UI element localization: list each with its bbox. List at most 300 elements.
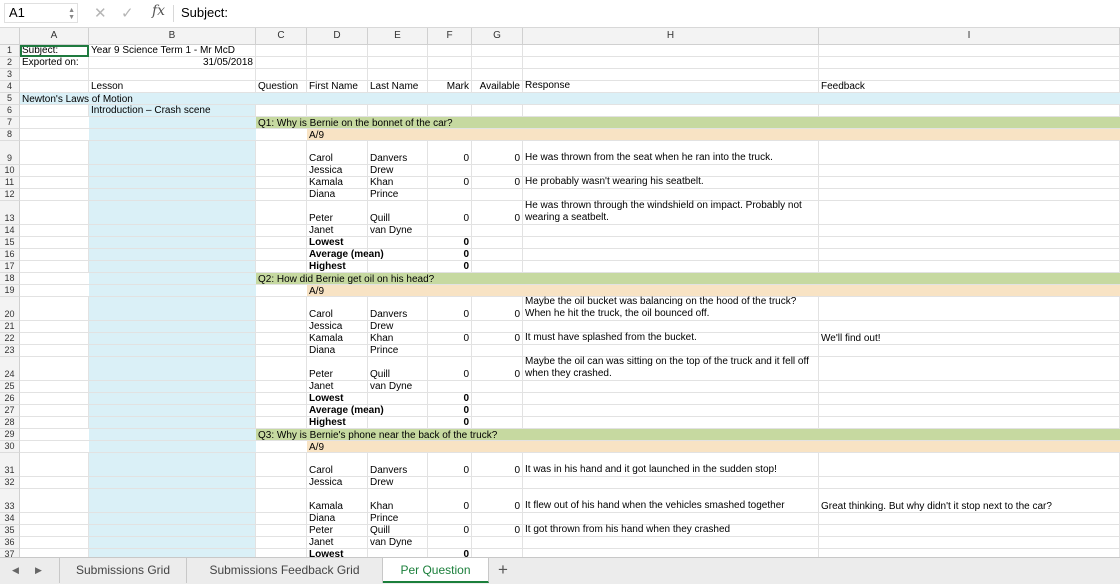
cell-f12[interactable] xyxy=(428,189,472,201)
column-header-i[interactable]: I xyxy=(819,28,1120,44)
cell-a35[interactable] xyxy=(20,525,89,537)
cell-c17[interactable] xyxy=(256,261,307,273)
column-header-d[interactable]: D xyxy=(307,28,368,44)
cell-c19[interactable] xyxy=(256,285,307,297)
cell-a22[interactable] xyxy=(20,333,89,345)
column-header-g[interactable]: G xyxy=(472,28,523,44)
cell-f30[interactable] xyxy=(428,441,472,453)
cell-c14[interactable] xyxy=(256,225,307,237)
cell-i12[interactable] xyxy=(819,189,1120,201)
cell-f23[interactable] xyxy=(428,345,472,357)
cell-d24[interactable]: Peter xyxy=(307,357,368,381)
cell-d33[interactable]: Kamala xyxy=(307,489,368,513)
cell-b3[interactable] xyxy=(89,69,256,81)
cell-c33[interactable] xyxy=(256,489,307,513)
cell-h5[interactable] xyxy=(523,93,819,105)
cell-g27[interactable] xyxy=(472,405,523,417)
row-header[interactable]: 26 xyxy=(0,393,20,405)
cell-i7[interactable] xyxy=(819,117,1120,129)
cell-h28[interactable] xyxy=(523,417,819,429)
cell-h26[interactable] xyxy=(523,393,819,405)
cell-a18[interactable] xyxy=(20,273,89,285)
name-box-up-icon[interactable]: ▲ xyxy=(68,7,75,14)
cell-c31[interactable] xyxy=(256,453,307,477)
cell-c28[interactable] xyxy=(256,417,307,429)
cell-a6[interactable] xyxy=(20,105,89,117)
cell-c22[interactable] xyxy=(256,333,307,345)
cell-h35[interactable]: It got thrown from his hand when they crashed xyxy=(523,525,819,537)
cell-i24[interactable] xyxy=(819,357,1120,381)
cell-d16[interactable]: Average (mean) xyxy=(309,249,384,260)
row-header[interactable]: 18 xyxy=(0,273,20,285)
cell-h20[interactable]: Maybe the oil bucket was balancing on the hood of the truck? When he hit the truck, the oil bounced off. xyxy=(523,297,819,321)
cell-i33[interactable]: Great thinking. But why didn't it stop next to the car? xyxy=(819,489,1120,513)
cell-c11[interactable] xyxy=(256,177,307,189)
cell-a29[interactable] xyxy=(20,429,89,441)
row-header[interactable]: 34 xyxy=(0,513,20,525)
cell-e16[interactable] xyxy=(368,249,428,261)
cell-e19[interactable] xyxy=(368,285,428,297)
cell-a17[interactable] xyxy=(20,261,89,273)
column-header-a[interactable]: A xyxy=(20,28,89,44)
cell-c4[interactable]: Question xyxy=(256,81,307,93)
cell-f24[interactable]: 0 xyxy=(428,357,472,381)
cell-i25[interactable] xyxy=(819,381,1120,393)
cell-e24[interactable]: Quill xyxy=(368,357,428,381)
cell-b14[interactable] xyxy=(89,225,256,237)
select-all-corner[interactable] xyxy=(0,28,20,44)
name-box[interactable] xyxy=(4,3,78,23)
cell-f3[interactable] xyxy=(428,69,472,81)
cell-i22[interactable]: We'll find out! xyxy=(819,333,1120,345)
cell-d9[interactable]: Carol xyxy=(307,141,368,165)
row-header[interactable]: 4 xyxy=(0,81,20,93)
cell-b10[interactable] xyxy=(89,165,256,177)
cell-b2[interactable]: 31/05/2018 xyxy=(89,57,256,69)
cell-h15[interactable] xyxy=(523,237,819,249)
row-header[interactable]: 31 xyxy=(0,453,20,477)
row-header[interactable]: 33 xyxy=(0,489,20,513)
cell-d6[interactable] xyxy=(307,105,368,117)
cell-h17[interactable] xyxy=(523,261,819,273)
column-header-c[interactable]: C xyxy=(256,28,307,44)
cell-e17[interactable] xyxy=(368,261,428,273)
column-header-h[interactable]: H xyxy=(523,28,819,44)
cell-e6[interactable] xyxy=(368,105,428,117)
cell-a3[interactable] xyxy=(20,69,89,81)
cell-h37[interactable] xyxy=(523,549,819,557)
cell-b11[interactable] xyxy=(89,177,256,189)
cell-g36[interactable] xyxy=(472,537,523,549)
cell-b21[interactable] xyxy=(89,321,256,333)
cell-a16[interactable] xyxy=(20,249,89,261)
cell-g4[interactable]: Available xyxy=(472,81,523,93)
cell-i32[interactable] xyxy=(819,477,1120,489)
row-header[interactable]: 25 xyxy=(0,381,20,393)
name-box-down-icon[interactable]: ▼ xyxy=(68,14,75,21)
cell-c15[interactable] xyxy=(256,237,307,249)
cell-f15[interactable]: 0 xyxy=(428,237,472,249)
cell-d17[interactable]: Highest xyxy=(307,261,368,273)
cell-e34[interactable]: Prince xyxy=(368,513,428,525)
cell-f16[interactable]: 0 xyxy=(428,249,472,261)
cell-i5[interactable] xyxy=(819,93,1120,105)
cell-b25[interactable] xyxy=(89,381,256,393)
cell-b13[interactable] xyxy=(89,201,256,225)
cell-g16[interactable] xyxy=(472,249,523,261)
cell-g33[interactable]: 0 xyxy=(472,489,523,513)
cell-b19[interactable] xyxy=(89,285,256,297)
cell-g28[interactable] xyxy=(472,417,523,429)
cell-i23[interactable] xyxy=(819,345,1120,357)
cell-b8[interactable] xyxy=(89,129,256,141)
cell-b32[interactable] xyxy=(89,477,256,489)
cell-a24[interactable] xyxy=(20,357,89,381)
cell-i14[interactable] xyxy=(819,225,1120,237)
tab-per-question[interactable]: Per Question xyxy=(383,558,489,583)
cell-c9[interactable] xyxy=(256,141,307,165)
cell-h36[interactable] xyxy=(523,537,819,549)
row-header[interactable]: 30 xyxy=(0,441,20,453)
cell-i28[interactable] xyxy=(819,417,1120,429)
cell-a28[interactable] xyxy=(20,417,89,429)
cell-f6[interactable] xyxy=(428,105,472,117)
cell-g32[interactable] xyxy=(472,477,523,489)
cell-b6[interactable]: Introduction – Crash scene xyxy=(89,105,256,117)
cell-a4[interactable] xyxy=(20,81,89,93)
cell-e27[interactable] xyxy=(368,405,428,417)
cell-g30[interactable] xyxy=(472,441,523,453)
row-header[interactable]: 2 xyxy=(0,57,20,69)
cell-h13[interactable]: He was thrown through the windshield on impact. Probably not wearing a seatbelt. xyxy=(523,201,819,225)
cell-a13[interactable] xyxy=(20,201,89,225)
cell-h22[interactable]: It must have splashed from the bucket. xyxy=(523,333,819,345)
column-header-f[interactable]: F xyxy=(428,28,472,44)
cell-i13[interactable] xyxy=(819,201,1120,225)
formula-input[interactable]: Subject: xyxy=(181,5,228,20)
cell-f33[interactable]: 0 xyxy=(428,489,472,513)
cell-d28[interactable]: Highest xyxy=(307,417,368,429)
cell-h2[interactable] xyxy=(523,57,819,69)
cell-i31[interactable] xyxy=(819,453,1120,477)
cell-b28[interactable] xyxy=(89,417,256,429)
cell-h24[interactable]: Maybe the oil can was sitting on the top of the truck and it fell off when they crashed. xyxy=(523,357,819,381)
cell-f31[interactable]: 0 xyxy=(428,453,472,477)
cell-f21[interactable] xyxy=(428,321,472,333)
cell-g21[interactable] xyxy=(472,321,523,333)
cell-g2[interactable] xyxy=(472,57,523,69)
cell-i29[interactable] xyxy=(819,429,1120,441)
cell-e35[interactable]: Quill xyxy=(368,525,428,537)
cell-f13[interactable]: 0 xyxy=(428,201,472,225)
cell-f22[interactable]: 0 xyxy=(428,333,472,345)
cell-e3[interactable] xyxy=(368,69,428,81)
row-header[interactable]: 10 xyxy=(0,165,20,177)
confirm-icon[interactable]: ✓ xyxy=(121,5,134,22)
cell-a14[interactable] xyxy=(20,225,89,237)
cell-a8[interactable] xyxy=(20,129,89,141)
cell-b23[interactable] xyxy=(89,345,256,357)
cell-e2[interactable] xyxy=(368,57,428,69)
cell-h31[interactable]: It was in his hand and it got launched in the sudden stop! xyxy=(523,453,819,477)
cell-a34[interactable] xyxy=(20,513,89,525)
cell-c5[interactable] xyxy=(256,93,307,105)
cell-d26[interactable]: Lowest xyxy=(307,393,368,405)
row-header[interactable]: 17 xyxy=(0,261,20,273)
row-header[interactable]: 20 xyxy=(0,297,20,321)
cell-a23[interactable] xyxy=(20,345,89,357)
cell-b9[interactable] xyxy=(89,141,256,165)
row-header[interactable]: 23 xyxy=(0,345,20,357)
cell-f20[interactable]: 0 xyxy=(428,297,472,321)
cell-c30[interactable] xyxy=(256,441,307,453)
cell-f8[interactable] xyxy=(428,129,472,141)
cell-b17[interactable] xyxy=(89,261,256,273)
cell-i35[interactable] xyxy=(819,525,1120,537)
cell-e28[interactable] xyxy=(368,417,428,429)
cell-g7[interactable] xyxy=(472,117,523,129)
cell-a31[interactable] xyxy=(20,453,89,477)
cell-i18[interactable] xyxy=(819,273,1120,285)
cell-g24[interactable]: 0 xyxy=(472,357,523,381)
cell-c36[interactable] xyxy=(256,537,307,549)
cell-g23[interactable] xyxy=(472,345,523,357)
cell-e13[interactable]: Quill xyxy=(368,201,428,225)
cell-c2[interactable] xyxy=(256,57,307,69)
cell-h25[interactable] xyxy=(523,381,819,393)
cell-g17[interactable] xyxy=(472,261,523,273)
cell-d1[interactable] xyxy=(307,45,368,57)
cell-d31[interactable]: Carol xyxy=(307,453,368,477)
cell-b1[interactable]: Year 9 Science Term 1 - Mr McD xyxy=(89,45,256,57)
cell-d22[interactable]: Kamala xyxy=(307,333,368,345)
cell-e23[interactable]: Prince xyxy=(368,345,428,357)
cell-f5[interactable] xyxy=(428,93,472,105)
cell-g13[interactable]: 0 xyxy=(472,201,523,225)
cell-f26[interactable]: 0 xyxy=(428,393,472,405)
cell-i4[interactable]: Feedback xyxy=(819,81,1120,93)
cell-d10[interactable]: Jessica xyxy=(307,165,368,177)
row-header[interactable]: 14 xyxy=(0,225,20,237)
cell-i11[interactable] xyxy=(819,177,1120,189)
cell-i10[interactable] xyxy=(819,165,1120,177)
tab-next-icon[interactable]: ▶ xyxy=(35,565,42,575)
cell-f11[interactable]: 0 xyxy=(428,177,472,189)
cell-a9[interactable] xyxy=(20,141,89,165)
cell-g3[interactable] xyxy=(472,69,523,81)
cell-c21[interactable] xyxy=(256,321,307,333)
cell-g31[interactable]: 0 xyxy=(472,453,523,477)
column-header-e[interactable]: E xyxy=(368,28,428,44)
cell-a37[interactable] xyxy=(20,549,89,557)
cell-g19[interactable] xyxy=(472,285,523,297)
cell-c23[interactable] xyxy=(256,345,307,357)
cell-h1[interactable] xyxy=(523,45,819,57)
cell-i8[interactable] xyxy=(819,129,1120,141)
cell-c10[interactable] xyxy=(256,165,307,177)
cell-f1[interactable] xyxy=(428,45,472,57)
cell-g8[interactable] xyxy=(472,129,523,141)
cell-f14[interactable] xyxy=(428,225,472,237)
cell-f10[interactable] xyxy=(428,165,472,177)
cell-h8[interactable] xyxy=(523,129,819,141)
cell-i20[interactable] xyxy=(819,297,1120,321)
cell-c34[interactable] xyxy=(256,513,307,525)
cell-c8[interactable] xyxy=(256,129,307,141)
cell-f28[interactable]: 0 xyxy=(428,417,472,429)
cell-i17[interactable] xyxy=(819,261,1120,273)
row-header[interactable]: 3 xyxy=(0,69,20,81)
cell-b20[interactable] xyxy=(89,297,256,321)
cell-c1[interactable] xyxy=(256,45,307,57)
cell-h18[interactable] xyxy=(523,273,819,285)
cell-h27[interactable] xyxy=(523,405,819,417)
cell-g35[interactable]: 0 xyxy=(472,525,523,537)
cell-d27[interactable]: Average (mean) xyxy=(309,405,384,416)
cell-h30[interactable] xyxy=(523,441,819,453)
cell-g37[interactable] xyxy=(472,549,523,557)
cell-h29[interactable] xyxy=(523,429,819,441)
cell-e8[interactable] xyxy=(368,129,428,141)
cell-g15[interactable] xyxy=(472,237,523,249)
cell-f17[interactable]: 0 xyxy=(428,261,472,273)
cell-d20[interactable]: Carol xyxy=(307,297,368,321)
row-header[interactable]: 5 xyxy=(0,93,20,105)
cell-e37[interactable] xyxy=(368,549,428,557)
cell-c3[interactable] xyxy=(256,69,307,81)
cell-i37[interactable] xyxy=(819,549,1120,557)
cell-h16[interactable] xyxy=(523,249,819,261)
cell-g26[interactable] xyxy=(472,393,523,405)
cell-f32[interactable] xyxy=(428,477,472,489)
cell-b12[interactable] xyxy=(89,189,256,201)
cell-g25[interactable] xyxy=(472,381,523,393)
cell-f18[interactable] xyxy=(428,273,472,285)
cell-c27[interactable] xyxy=(256,405,307,417)
cell-d3[interactable] xyxy=(307,69,368,81)
cell-a25[interactable] xyxy=(20,381,89,393)
cell-a27[interactable] xyxy=(20,405,89,417)
row-header[interactable]: 13 xyxy=(0,201,20,225)
cell-e4[interactable]: Last Name xyxy=(368,81,428,93)
cell-d23[interactable]: Diana xyxy=(307,345,368,357)
cell-e20[interactable]: Danvers xyxy=(368,297,428,321)
row-header[interactable]: 6 xyxy=(0,105,20,117)
cell-g11[interactable]: 0 xyxy=(472,177,523,189)
cell-c12[interactable] xyxy=(256,189,307,201)
cell-b18[interactable] xyxy=(89,273,256,285)
cell-f34[interactable] xyxy=(428,513,472,525)
cell-d25[interactable]: Janet xyxy=(307,381,368,393)
cell-i19[interactable] xyxy=(819,285,1120,297)
row-header[interactable]: 28 xyxy=(0,417,20,429)
cell-g34[interactable] xyxy=(472,513,523,525)
cell-f27[interactable]: 0 xyxy=(428,405,472,417)
cell-c25[interactable] xyxy=(256,381,307,393)
cell-h14[interactable] xyxy=(523,225,819,237)
cell-b16[interactable] xyxy=(89,249,256,261)
cell-c6[interactable] xyxy=(256,105,307,117)
cell-i30[interactable] xyxy=(819,441,1120,453)
cell-c24[interactable] xyxy=(256,357,307,381)
cell-i36[interactable] xyxy=(819,537,1120,549)
cell-c16[interactable] xyxy=(256,249,307,261)
cancel-icon[interactable]: ✕ xyxy=(94,5,107,22)
cell-g18[interactable] xyxy=(472,273,523,285)
cell-c13[interactable] xyxy=(256,201,307,225)
cell-f37[interactable]: 0 xyxy=(428,549,472,557)
cell-b37[interactable] xyxy=(89,549,256,557)
row-header[interactable]: 29 xyxy=(0,429,20,441)
cell-e21[interactable]: Drew xyxy=(368,321,428,333)
cell-d36[interactable]: Janet xyxy=(307,537,368,549)
cell-i1[interactable] xyxy=(819,45,1120,57)
cell-b24[interactable] xyxy=(89,357,256,381)
row-header[interactable]: 9 xyxy=(0,141,20,165)
cell-g20[interactable]: 0 xyxy=(472,297,523,321)
cell-e15[interactable] xyxy=(368,237,428,249)
cell-a10[interactable] xyxy=(20,165,89,177)
cell-h4[interactable]: Response xyxy=(523,81,819,93)
cell-e5[interactable] xyxy=(368,93,428,105)
tab-submissions-feedback-grid[interactable]: Submissions Feedback Grid xyxy=(187,558,383,583)
cell-b22[interactable] xyxy=(89,333,256,345)
cell-g22[interactable]: 0 xyxy=(472,333,523,345)
cell-c20[interactable] xyxy=(256,297,307,321)
function-icon[interactable]: fx xyxy=(152,3,166,19)
cell-e9[interactable]: Danvers xyxy=(368,141,428,165)
cell-h11[interactable]: He probably wasn't wearing his seatbelt. xyxy=(523,177,819,189)
cell-f19[interactable] xyxy=(428,285,472,297)
cell-a26[interactable] xyxy=(20,393,89,405)
cell-e12[interactable]: Prince xyxy=(368,189,428,201)
cell-i16[interactable] xyxy=(819,249,1120,261)
cell-b35[interactable] xyxy=(89,525,256,537)
cell-f35[interactable]: 0 xyxy=(428,525,472,537)
cell-e26[interactable] xyxy=(368,393,428,405)
cell-g1[interactable] xyxy=(472,45,523,57)
cell-b27[interactable] xyxy=(89,405,256,417)
cell-b34[interactable] xyxy=(89,513,256,525)
cell-f4[interactable]: Mark xyxy=(428,81,472,93)
cell-d32[interactable]: Jessica xyxy=(307,477,368,489)
row-header[interactable]: 22 xyxy=(0,333,20,345)
cell-b29[interactable] xyxy=(89,429,256,441)
cell-h33[interactable]: It flew out of his hand when the vehicles smashed together xyxy=(523,489,819,513)
cell-d14[interactable]: Janet xyxy=(307,225,368,237)
cell-b4[interactable]: Lesson xyxy=(89,81,256,93)
cell-i3[interactable] xyxy=(819,69,1120,81)
cell-b15[interactable] xyxy=(89,237,256,249)
cell-e22[interactable]: Khan xyxy=(368,333,428,345)
cell-a30[interactable] xyxy=(20,441,89,453)
cell-e31[interactable]: Danvers xyxy=(368,453,428,477)
cell-i15[interactable] xyxy=(819,237,1120,249)
cell-e30[interactable] xyxy=(368,441,428,453)
cell-e36[interactable]: van Dyne xyxy=(368,537,428,549)
cell-f2[interactable] xyxy=(428,57,472,69)
cell-d37[interactable]: Lowest xyxy=(307,549,368,557)
cell-g6[interactable] xyxy=(472,105,523,117)
cell-c35[interactable] xyxy=(256,525,307,537)
cell-e33[interactable]: Khan xyxy=(368,489,428,513)
cell-i27[interactable] xyxy=(819,405,1120,417)
cell-d2[interactable] xyxy=(307,57,368,69)
cell-f25[interactable] xyxy=(428,381,472,393)
tab-submissions-grid[interactable]: Submissions Grid xyxy=(59,558,187,583)
cell-b30[interactable] xyxy=(89,441,256,453)
cell-a15[interactable] xyxy=(20,237,89,249)
